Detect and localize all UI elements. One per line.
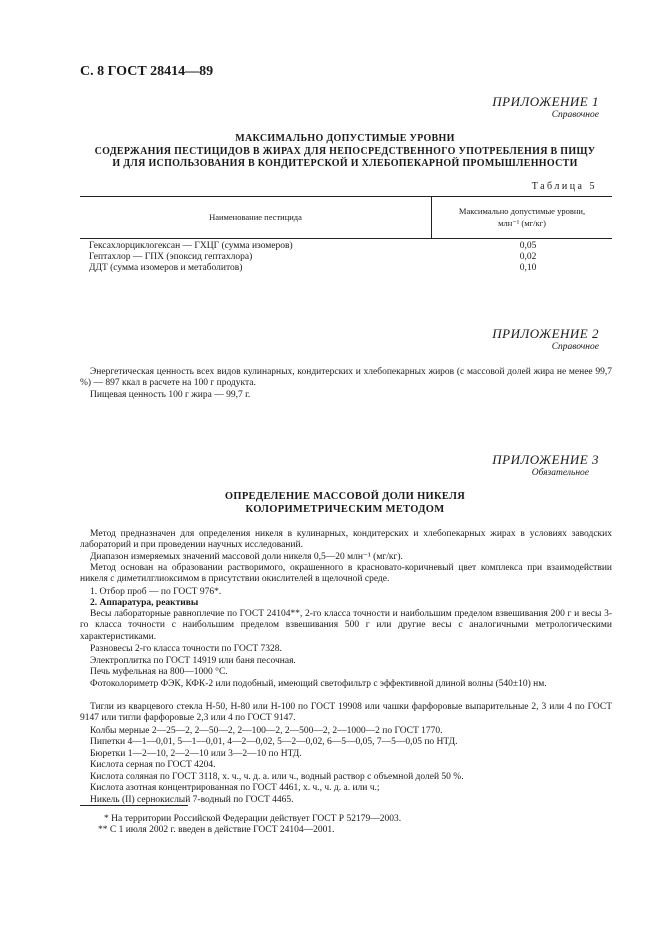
pesticide-name: Гексахлорциклогексан — ГХЦГ (сумма изомеров) [89,241,293,251]
equipment-line: Разновесы 2-го класса точности по ГОСТ 7328. [90,644,282,654]
table-caption: Таблица 5 [531,181,597,192]
pesticide-name: ДДТ (сумма изомеров и метаболитов) [89,263,243,273]
section-2-heading: 2. Аппаратура, реактивы [90,598,199,608]
reagent-line: Кислота азотная концентрированная по ГОСТ 4461, х. ч., ч. д. а. или ч.; [90,783,380,793]
heading-line: И ДЛЯ ИСПОЛЬЗОВАНИЯ В КОНДИТЕРСКОЙ И ХЛЕБОПЕКАРНОЙ ПРОМЫШЛЕННОСТИ [112,158,578,169]
appendix-subtitle: Обязательное [531,468,589,478]
footnote: * На территории Российской Федерации действует ГОСТ Р 52179—2003. [104,814,402,824]
reagent-line: Никель (II) сернокислый 7-водный по ГОСТ 4465. [90,795,294,805]
heading-line: МАКСИМАЛЬНО ДОПУСТИМЫЕ УРОВНИ [235,133,455,144]
pesticide-name: Гептахлор — ГПХ (эпоксид гептахлора) [89,252,253,262]
appendix-title: ПРИЛОЖЕНИЕ 2 [492,326,599,341]
sampling-line: 1. Отбор проб — по ГОСТ 976*. [90,587,222,597]
appendix-title: ПРИЛОЖЕНИЕ 3 [492,452,599,467]
header-line: Максимально допустимые уровни, [458,206,586,216]
equipment-line: Электроплитка по ГОСТ 14919 или баня песочная. [90,656,296,666]
nutrition-value-paragraph: Пищевая ценность 100 г жира — 99,7 г. [90,390,251,400]
scales-paragraph: Весы лабораторные равноплечие по ГОСТ 24104**, 2-го класса точности и наибольшим пределом взвешивания 200 г и весы 3-го класса точности с наибольшим пределом взвешивания 500 г или другие весы с аналогичными метрологическими характеристиками. [80,609,612,642]
method-basis-paragraph: Метод основан на образовании растворимого, окрашенного в красновато-коричневый цвет комплекса при взаимодействии никеля с диметилглиоксимом в присутствии окислителей в щелочной среде. [80,563,612,585]
page-header: С. 8 ГОСТ 28414—89 [80,64,214,79]
table-row [89,263,609,274]
appendix-subtitle: Справочное [551,342,599,352]
heading-line: ОПРЕДЕЛЕНИЕ МАССОВОЙ ДОЛИ НИКЕЛЯ [224,491,466,502]
footnote: ** С 1 июля 2002 г. введен в действие ГОСТ 24104—2001. [98,825,335,835]
equipment-line: Печь муфельная на 800—1000 °С. [90,667,228,677]
appendix-title: ПРИЛОЖЕНИЕ 1 [492,94,599,109]
heading-line: СОДЕРЖАНИЯ ПЕСТИЦИДОВ В ЖИРАХ ДЛЯ НЕПОСРЕДСТВЕННОГО УПОТРЕБЛЕНИЯ В ПИЩУ [94,145,596,157]
reagent-line: Кислота соляная по ГОСТ 3118, х. ч., ч. д. а. или ч., водный раствор с объемной долей 50 %. [90,772,464,782]
appendix-3-heading [80,491,610,516]
equipment-line: Бюретки 1—2—10, 2—2—10 или 3—2—10 по НТД. [90,749,302,759]
equipment-line: Пипетки 4—1—0,01, 5—1—0,01, 4—2—0,02, 5—2—0,02, 6—5—0,05, 7—5—0,05 по НТД. [90,737,458,747]
table-header-rule [80,238,612,239]
table-header-pesticide: Наименование пестицида [209,212,302,222]
table-row [89,252,609,263]
pesticide-level: 0,10 [519,263,537,273]
photocolorimeter-paragraph: Фотоколориметр ФЭК, КФК-2 или подобный, имеющий светофильтр с эффективной длиной волны (540±10) нм. [90,679,547,689]
crucibles-paragraph: Тигли из кварцевого стекла Н-50, Н-80 или Н-100 по ГОСТ 19908 или чашки фарфоровые выпарительные 2, 3 или 4 по ГОСТ 9147 или тигли фарфоровые 2,3 или 4 по ГОСТ 9147. [80,702,612,724]
heading-line: КОЛОРИМЕТРИЧЕСКИМ МЕТОДОМ [245,503,445,515]
footnote-rule [80,805,188,806]
method-intro-paragraph: Метод предназначен для определения никеля в кулинарных, кондитерских и хлебопекарных жирах в условиях заводских лабораторий и при проведении научных исследований. [80,529,612,551]
pesticide-level: 0,02 [519,252,537,262]
energy-value-paragraph: Энергетическая ценность всех видов кулинарных, кондитерских и хлебопекарных жиров (с массовой долей жира не менее 99,7 %) — 897 ккал в расчете на 100 г продукта. [80,367,612,389]
appendix-2-label [492,326,599,352]
table-header-levels [432,205,612,229]
table-row [89,241,609,252]
pesticide-level: 0,05 [519,241,537,251]
appendix-1-heading [80,133,610,171]
appendix-1-label [492,94,599,120]
appendix-subtitle: Справочное [551,110,599,120]
reagent-line: Кислота серная по ГОСТ 4204. [90,760,216,770]
header-line: млн⁻¹ (мг/кг) [498,218,546,228]
appendix-3-label [492,452,599,478]
equipment-line: Колбы мерные 2—25—2, 2—50—2, 2—100—2, 2—500—2, 2—1000—2 по ГОСТ 1770. [90,726,443,736]
table-top-rule [80,196,612,197]
measurement-range-line: Диапазон измеряемых значений массовой доли никеля 0,5—20 млн⁻¹ (мг/кг). [90,552,403,562]
